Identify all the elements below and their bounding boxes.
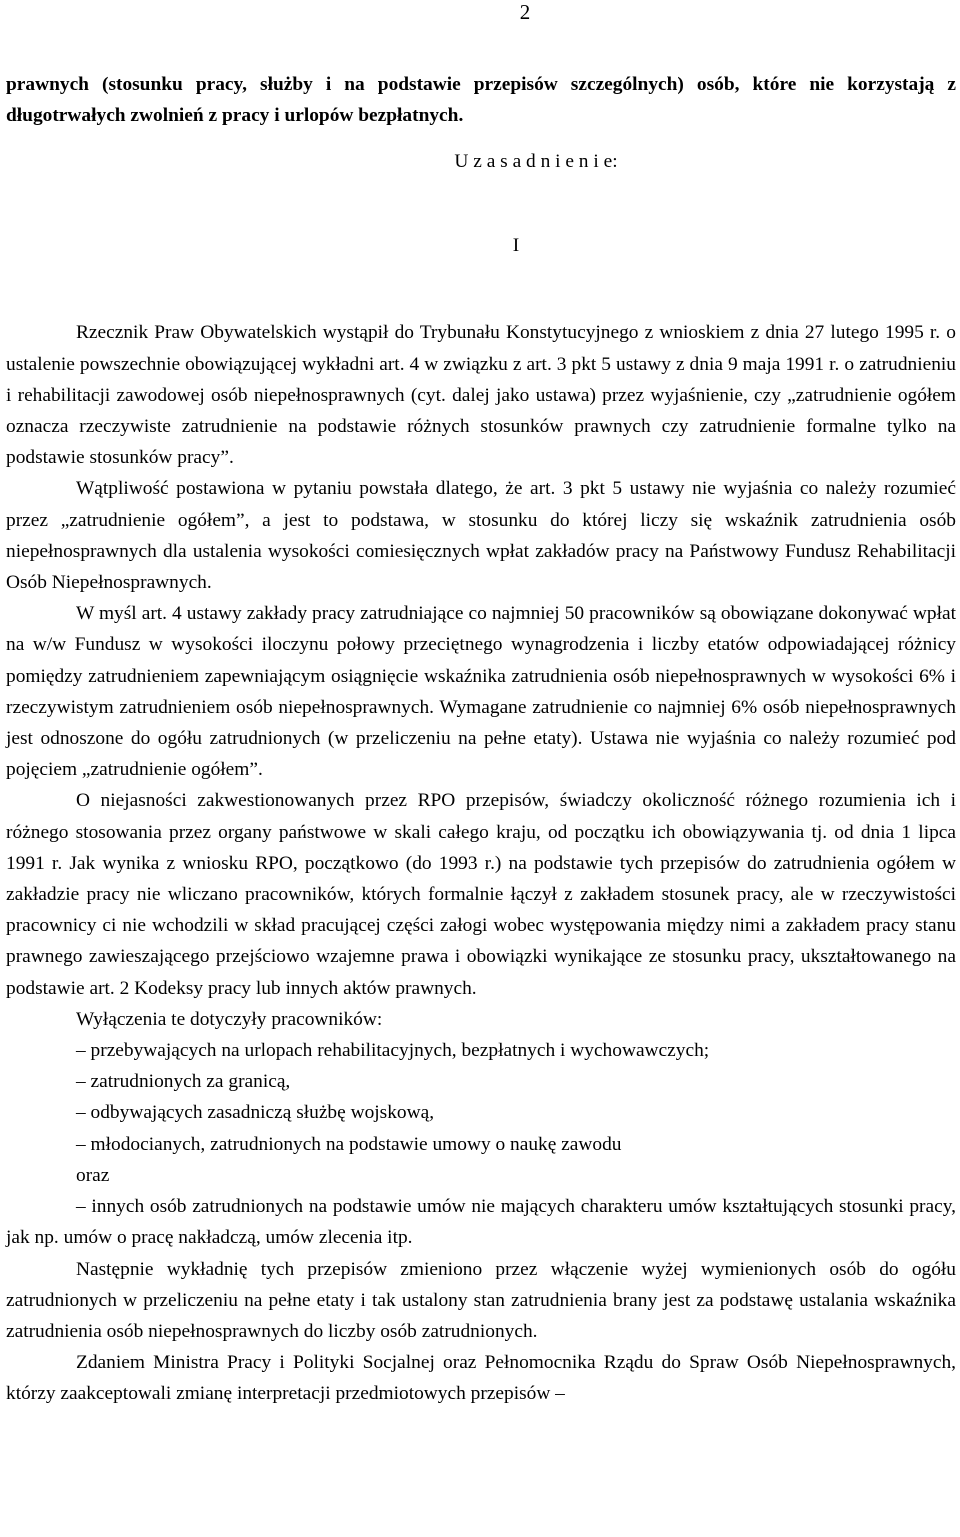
paragraph-1: Rzecznik Praw Obywatelskich wystąpił do Trybunału Konstytucyjnego z wnioskiem z dnia 27 lutego 1995 r. o ustalenie powszechnie obowiązującej wykładni art. 4 w związku z art. 3 pkt 5 ustawy z dnia 9 maja 1991 r. o zatrudnieniu i rehabilitacji zawodowej osób niepełnosprawnych (cyt. dalej jako ustawa) przez wyjaśnienie, czy „zatrudnienie ogółem oznacza rzeczywiste zatrudnienie na podstawie różnych stosunków prawnych czy zatrudnienie formalne tylko na podstawie stosunków pracy”. xyxy=(6,322,956,469)
document-body xyxy=(6,69,956,1410)
paragraph-7: Zdaniem Ministra Pracy i Polityki Socjalnej oraz Pełnomocnika Rządu do Spraw Osób Niepełnosprawnych, którzy zaakceptowali zmianę interpretacji przedmiotowych przepisów – xyxy=(6,1352,956,1405)
oraz-line: oraz xyxy=(76,1164,110,1186)
page-number: 2 xyxy=(519,0,531,24)
paragraph-3: W myśl art. 4 ustawy zakłady pracy zatrudniające co najmniej 50 pracowników są obowiązane dokonywać wpłat na w/w Fundusz w wysokości iloczynu połowy przeciętnego wynagrodzenia i liczby etatów odpowiadającej różnicy pomiędzy zatrudnieniem zapewniającym osiągnięcie wskaźnika zatrudnienia osób niepełnosprawnych w wysokości 6% i rzeczywistym zatrudnieniem osób niepełnosprawnych. Wymagane zatrudnienie co najmniej 6% osób niepełnosprawnych jest odnoszone do ogółu zatrudnionych (w przeliczeniu na pełne etaty). Ustawa nie wyjaśnia co należy rozumieć pod pojęciem „zatrudnienie ogółem”. xyxy=(6,603,956,781)
uzasadnienie-heading-text: U z a s a d n i e n i e: xyxy=(454,151,618,173)
exclusion-item-2: – zatrudnionych za granicą, xyxy=(76,1071,291,1093)
exclusion-item-4: – młodocianych, zatrudnionych na podstawie umowy o naukę zawodu xyxy=(76,1133,622,1155)
exclusion-item-1: – przebywających na urlopach rehabilitacyjnych, bezpłatnych i wychowawczych; xyxy=(76,1040,710,1062)
paragraph-4: O niejasności zakwestionowanych przez RPO przepisów, świadczy okoliczność różnego rozumienia ich i różnego stosowania przez organy państwowe w skali całego kraju, od początku ich obowiązywania tj. od dnia 1 lipca 1991 r. Jak wynika z wniosku RPO, początkowo (do 1993 r.) na podstawie tych przepisów do zatrudnienia ogółem w zakładzie pracy nie wliczano pracowników, których formalnie łączył z zakładem stosunek pracy, ale w rzeczywistości pracownicy ci nie wchodzili w skład pracującej części załogi wobec występowania między nimi a zakładem pracy stanu prawnego zawieszającego przejściowo wzajemne prawa i obowiązki wynikające ze stosunku pracy, ukształtowanego na podstawie art. 2 Kodeksy pracy lub innych aktów prawnych. xyxy=(6,790,956,999)
intro-paragraph: prawnych (stosunku pracy, służby i na podstawie przepisów szczególnych) osób, które nie korzystają z długotrwałych zwolnień z pracy i urlopów bezpłatnych. xyxy=(6,74,956,127)
section-number-text: I xyxy=(512,235,520,257)
exclusion-item-3: – odbywających zasadniczą służbę wojskową, xyxy=(76,1102,435,1124)
paragraph-6: Następnie wykładnię tych przepisów zmieniono przez włączenie wyżej wymienionych osób do ogółu zatrudnionych w przeliczeniu na pełne etaty i tak ustalony stan zatrudnienia brany jest za podstawę ustalania wskaźnika zatrudnienia osób niepełnosprawnych do liczby osób zatrudnionych. xyxy=(6,1258,956,1342)
uzasadnienie-heading xyxy=(6,131,956,229)
paragraph-5: Wyłączenia te dotyczyły pracowników: xyxy=(76,1008,383,1030)
section-number xyxy=(6,229,956,317)
paragraph-2: Wątpliwość postawiona w pytaniu powstała dlatego, że art. 3 pkt 5 ustawy nie wyjaśnia co należy rozumieć przez „zatrudnienie ogółem”, a jest to podstawa, w stosunku do której liczy się wskaźnik zatrudnienia osób niepełnosprawnych dla ustalenia wysokości comiesięcznych wpłat zakładów pracy na Państwowy Fundusz Rehabilitacji Osób Niepełnosprawnych. xyxy=(6,478,956,594)
exclusion-item-5: – innych osób zatrudnionych na podstawie umów nie mających charakteru umów kształtujących stosunki pracy, jak np. umów o pracę nakładczą, umów zlecenia itp. xyxy=(6,1196,956,1249)
